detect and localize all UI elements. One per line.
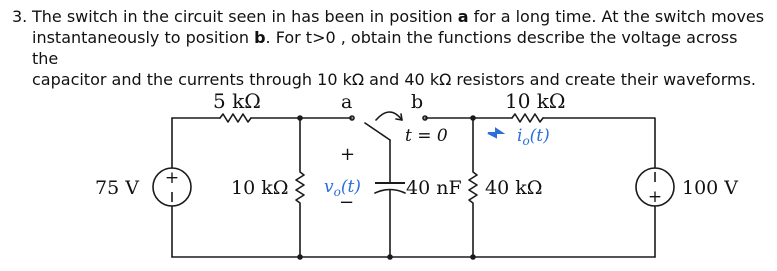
- resistor-5k: [220, 114, 251, 122]
- current-label: $i_o(t)$: [517, 126, 550, 148]
- label-switch-a: a: [341, 91, 353, 113]
- cap-plus-sign: +: [340, 144, 356, 165]
- resistor-10k-top: [512, 114, 543, 122]
- problem-line-1: The switch in the circuit seen in has been in position a for a long time. At the switch moves: [32, 7, 765, 26]
- source-100v-plus: +: [647, 187, 663, 207]
- wire-shunt-right: [469, 118, 477, 257]
- label-100v: 100 V: [682, 177, 739, 199]
- label-10k-top: 10 kΩ: [505, 89, 566, 113]
- label-40k: 40 kΩ: [485, 177, 543, 199]
- label-75v: 75 V: [95, 177, 139, 199]
- position-a-text: a: [457, 7, 469, 26]
- voltage-label: $v_o(t)$: [324, 177, 361, 199]
- problem-line-3: capacitor and the currents through 10 kΩ and 40 kΩ resistors and create their waveforms.: [32, 70, 756, 89]
- switch-blade: [365, 123, 390, 140]
- problem-line-2: instantaneously to position b. For t>0 , obtain the functions describe the voltage across the: [32, 28, 738, 68]
- wire-shunt-left: [296, 118, 304, 257]
- label-switch-time: t = 0: [405, 126, 448, 146]
- wire-top-right-end: [543, 118, 655, 168]
- cap-minus-sign: −: [339, 192, 355, 213]
- problem-number: 3.: [12, 7, 28, 26]
- label-10k-shunt: 10 kΩ: [231, 177, 289, 199]
- source-75v-plus: +: [164, 168, 180, 188]
- label-switch-b: b: [411, 91, 424, 113]
- label-40nf: 40 nF: [406, 177, 462, 199]
- current-arrow-icon: [488, 129, 502, 137]
- label-5k: 5 kΩ: [213, 89, 261, 113]
- position-b-text: b: [254, 28, 266, 47]
